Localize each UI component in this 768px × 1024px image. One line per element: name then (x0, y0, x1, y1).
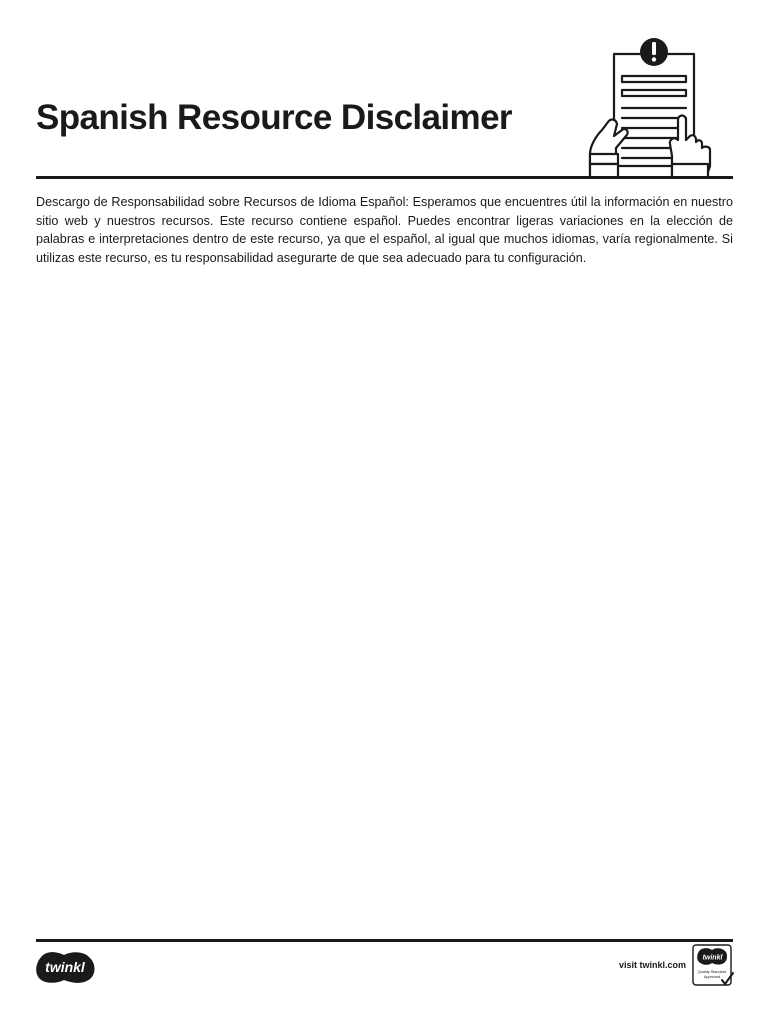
clipboard-warning-icon (586, 36, 718, 178)
visit-link[interactable]: visit twinkl.com (618, 960, 686, 970)
twinkl-logo-text: twinkl (45, 959, 85, 975)
footer-divider (36, 939, 733, 942)
quality-standard-badge (692, 944, 734, 988)
disclaimer-paragraph: Descargo de Responsabilidad sobre Recursos de Idioma Español: Esperamos que encuentres útil la información en nuestro sitio web y nuestros recursos. Este recurso contiene español. Puedes encontrar ligeras variaciones en la elección de palabras e interpretaciones dentro de este recurso, ya que el español, al igual que muchos idiomas, varía regionalmente. Si utilizas este recurso, es tu responsabilidad asegurarte de que sea adecuado para tu configuración. (36, 195, 733, 265)
badge-brand-text: twinkl (702, 954, 723, 962)
twinkl-logo[interactable] (34, 950, 96, 984)
header-divider (36, 176, 733, 179)
badge-line-2: Approved (703, 975, 721, 979)
badge-line-1: Quality Standard (697, 970, 727, 974)
page-title: Spanish Resource Disclaimer (36, 98, 512, 137)
